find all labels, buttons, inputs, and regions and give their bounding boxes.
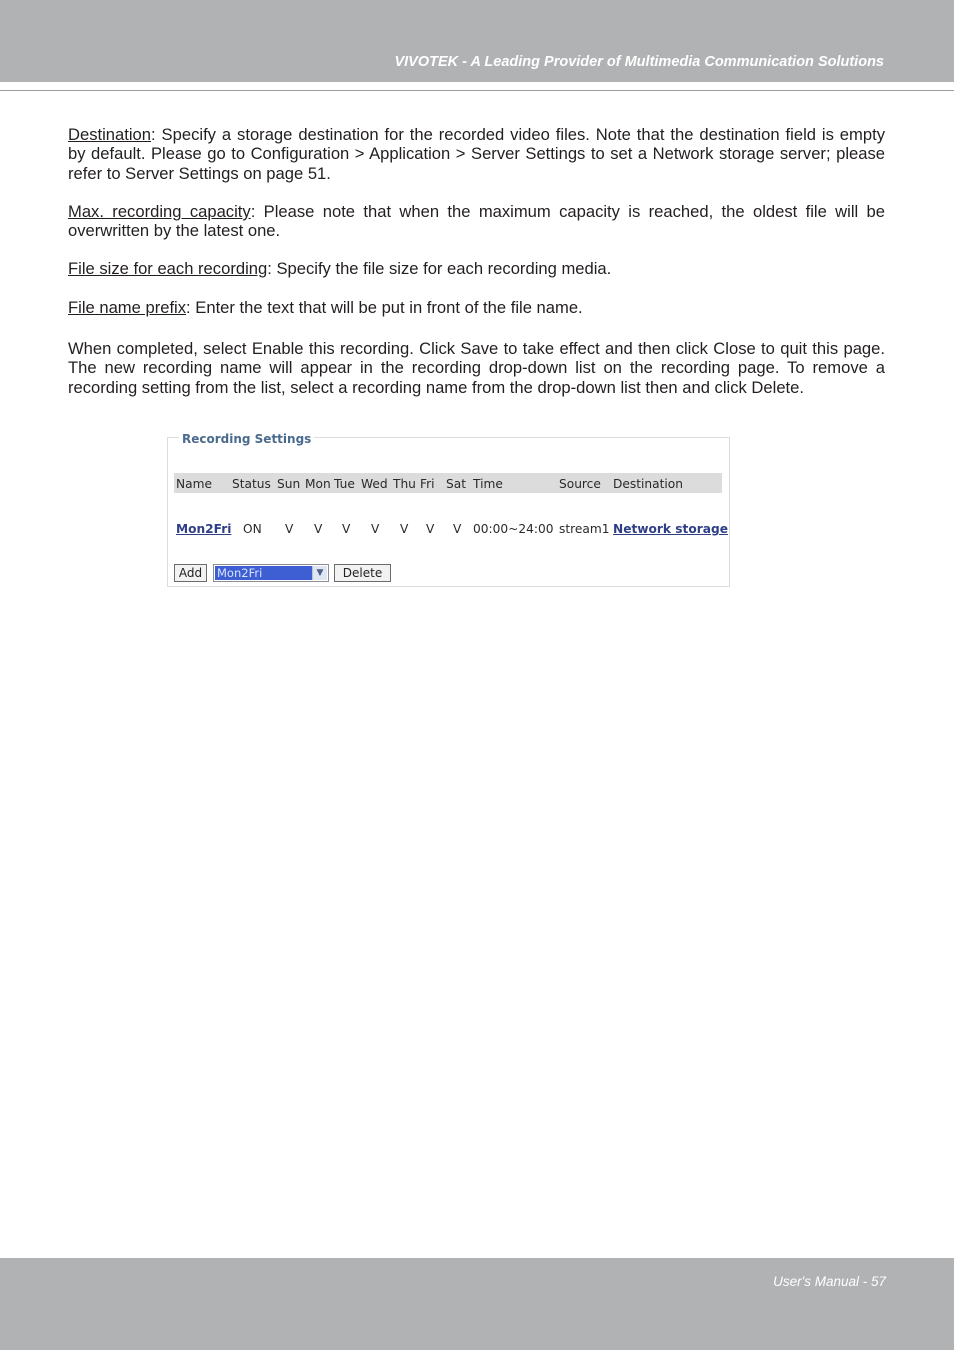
col-tue: Tue — [334, 477, 355, 491]
recording-name-link[interactable]: Mon2Fri — [176, 522, 232, 536]
paragraph-text: : Enter the text that will be put in front of the file name. — [186, 298, 583, 317]
paragraph-text: : Please note that when the maximum capacity is reached, the oldest file will be overwritten by the latest one. — [68, 202, 885, 241]
footer-band — [0, 1258, 954, 1350]
cell-mon: V — [314, 522, 323, 536]
cell-sat: V — [453, 522, 462, 536]
recording-select-value: Mon2Fri — [215, 566, 312, 580]
destination-link[interactable]: Network storage — [613, 522, 728, 536]
recording-settings-panel — [167, 432, 730, 587]
header-divider — [0, 90, 954, 91]
cell-fri: V — [426, 522, 435, 536]
col-name: Name — [176, 477, 212, 491]
col-fri: Fri — [420, 477, 435, 491]
cell-status: ON — [243, 522, 262, 536]
col-destination: Destination — [613, 477, 683, 491]
cell-source: stream1 — [559, 522, 610, 536]
paragraph-text: When completed, select Enable this recording. Click Save to take effect and then click Close to quit this page. The new recording name will appear in the recording drop-down list on the recording page. To remove a recording setting from the list, select a recording name from the drop-down list then and click Delete. — [68, 339, 885, 397]
paragraph-text: : Specify the file size for each recording media. — [267, 259, 612, 278]
cell-sun: V — [285, 522, 294, 536]
col-sun: Sun — [277, 477, 301, 491]
cell-wed: V — [371, 522, 380, 536]
chevron-down-icon[interactable]: ▼ — [312, 566, 327, 580]
col-status: Status — [232, 477, 271, 491]
recording-select[interactable] — [213, 564, 329, 582]
col-thu: Thu — [393, 477, 416, 491]
page-number: User's Manual - 57 — [773, 1274, 886, 1289]
col-mon: Mon — [305, 477, 331, 491]
col-time: Time — [473, 477, 503, 491]
col-sat: Sat — [446, 477, 466, 491]
term-file-size: File size for each recording — [68, 259, 268, 278]
paragraph-completion — [68, 339, 885, 397]
col-source: Source — [559, 477, 601, 491]
term-max-capacity: Max. recording capacity — [68, 202, 251, 221]
paragraph-destination — [68, 125, 885, 183]
term-file-prefix: File name prefix — [68, 298, 187, 317]
add-button[interactable]: Add — [174, 564, 207, 582]
paragraph-file-prefix — [68, 298, 885, 317]
cell-thu: V — [400, 522, 409, 536]
delete-button[interactable]: Delete — [334, 564, 391, 582]
col-wed: Wed — [361, 477, 388, 491]
cell-time: 00:00~24:00 — [473, 522, 554, 536]
recording-settings-legend: Recording Settings — [179, 432, 314, 446]
cell-tue: V — [342, 522, 351, 536]
header-title: VIVOTEK - A Leading Provider of Multimedia Communication Solutions — [394, 54, 884, 70]
paragraph-max-capacity — [68, 202, 885, 241]
term-destination: Destination — [68, 125, 152, 144]
paragraph-text: : Specify a storage destination for the recorded video files. Note that the destination field is empty by default. Please go to Configuration > Application > Server Settings to set a Network storage server; please refer to Server Settings on page 51. — [68, 125, 885, 183]
paragraph-file-size — [68, 259, 885, 278]
